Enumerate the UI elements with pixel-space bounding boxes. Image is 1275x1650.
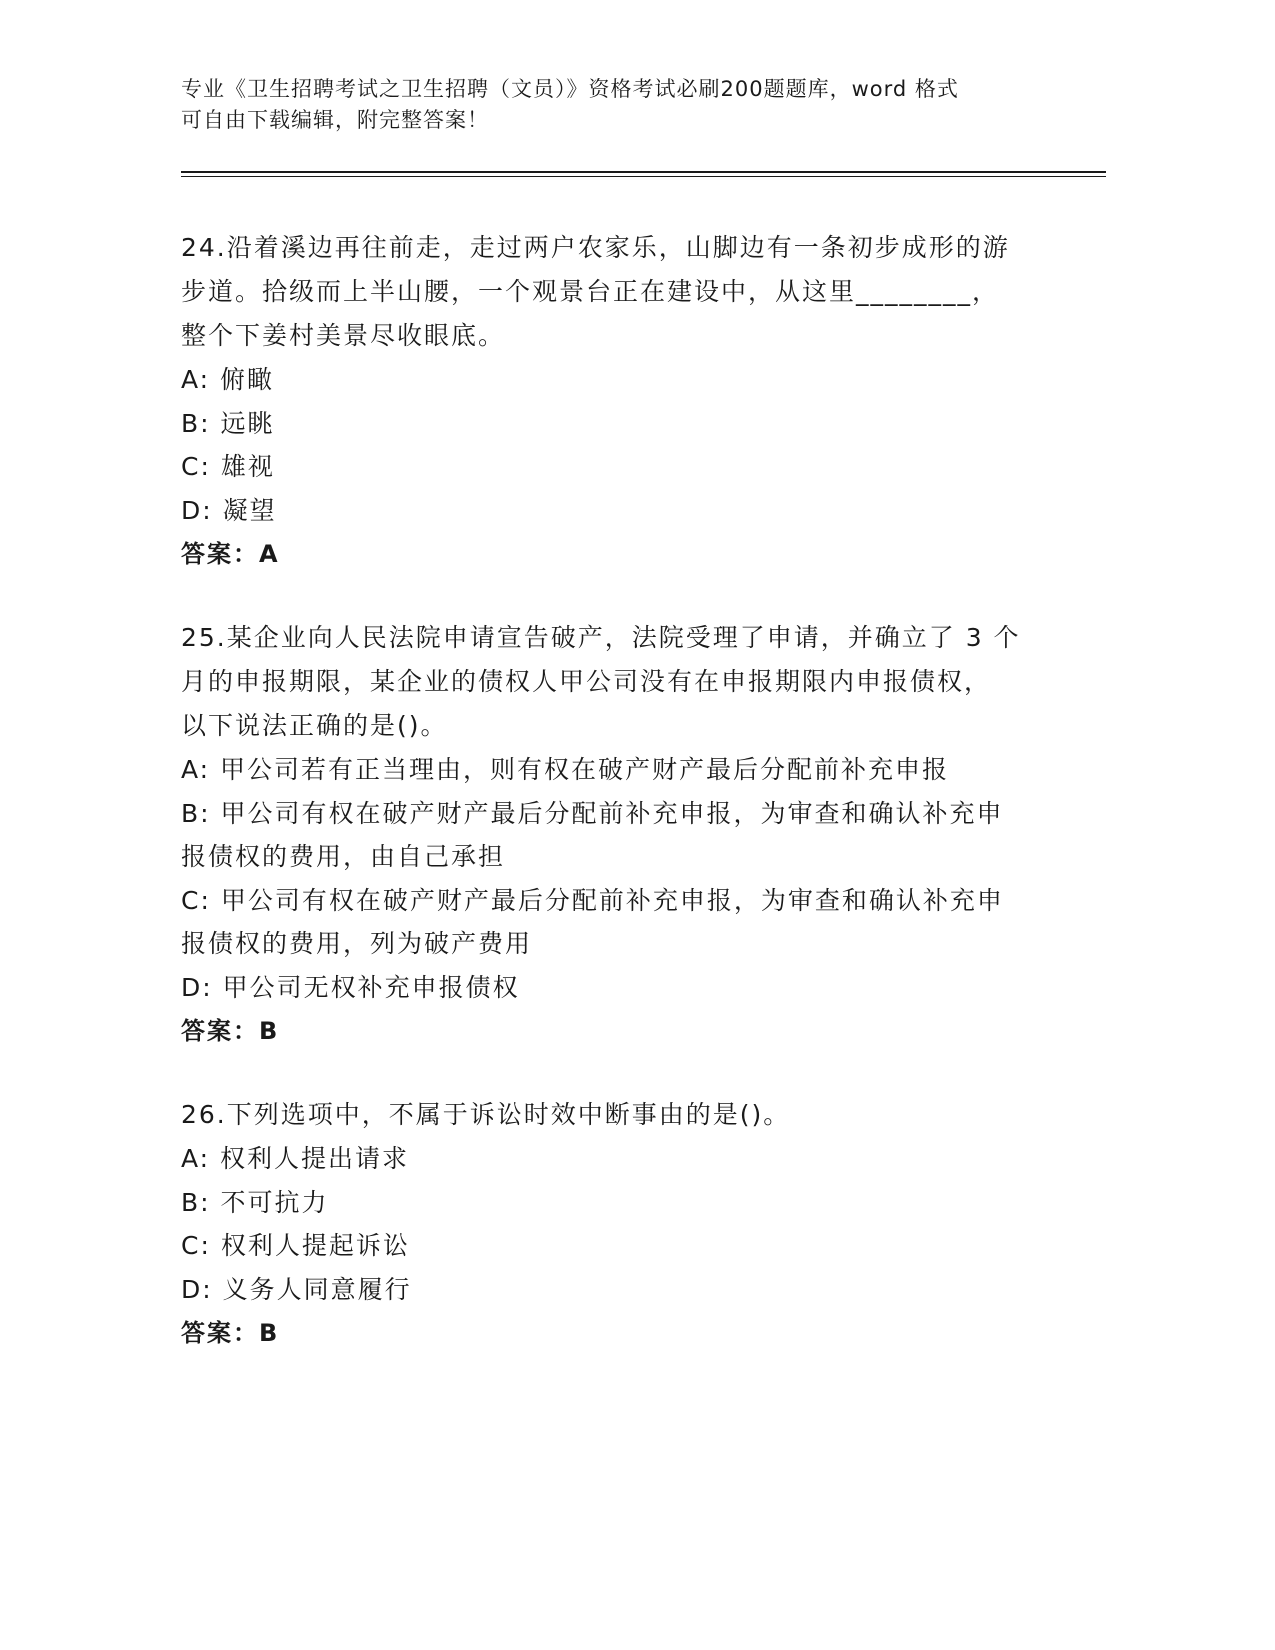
option-text: D: 甲公司无权补充申报债权: [181, 972, 520, 1002]
option-a: [181, 358, 1041, 402]
question-26: [181, 1093, 1041, 1355]
header-title-line-2: 可自由下载编辑，附完整答案！: [181, 108, 489, 132]
option-c: [181, 879, 1041, 966]
option-text: D: 凝望: [181, 495, 277, 525]
option-text: B: 远眺: [181, 408, 275, 438]
option-text: A: 俯瞰: [181, 365, 275, 394]
question-24: [181, 226, 1041, 576]
stem-line: 26.下列选项中，不属于诉讼时效中断事由的是()。: [181, 1100, 791, 1129]
question-stem: [181, 616, 1041, 748]
option-b: [181, 402, 1041, 446]
question-stem: [181, 1093, 1041, 1137]
option-a: [181, 748, 1041, 792]
option-text: A: 甲公司若有正当理由，则有权在破产财产最后分配前补充申报: [181, 755, 950, 784]
option-text: A: 权利人提出请求: [181, 1144, 410, 1173]
option-text: D: 义务人同意履行: [181, 1274, 412, 1304]
option-c: [181, 1224, 1041, 1268]
option-text-continued: 报债权的费用，由自己承担: [181, 842, 506, 871]
question-list: [181, 226, 1041, 1395]
answer-label: 答案：A: [181, 540, 280, 568]
option-d: [181, 1268, 1041, 1312]
answer-label: 答案：B: [181, 1017, 280, 1045]
option-d: [181, 489, 1041, 533]
answer-label: 答案：B: [181, 1319, 280, 1347]
option-text: C: 雄视: [181, 452, 275, 481]
option-d: [181, 966, 1041, 1010]
option-b: [181, 1181, 1041, 1225]
option-text: C: 甲公司有权在破产财产最后分配前补充申报，为审查和确认补充申: [181, 885, 1004, 915]
option-text: B: 甲公司有权在破产财产最后分配前补充申报，为审查和确认补充申: [181, 798, 1004, 828]
option-a: [181, 1137, 1041, 1181]
option-c: [181, 445, 1041, 489]
document-header: [181, 74, 1041, 136]
stem-line: 整个下姜村美景尽收眼底。: [181, 321, 506, 350]
stem-line: 25.某企业向人民法院申请宣告破产，法院受理了申请，并确立了 3 个: [181, 623, 1021, 652]
question-25: [181, 616, 1041, 1053]
stem-line: 以下说法正确的是()。: [181, 711, 448, 740]
question-stem: [181, 226, 1041, 358]
stem-line: 24.沿着溪边再往前走，走过两户农家乐，山脚边有一条初步成形的游: [181, 233, 1010, 262]
header-divider-thin: [181, 176, 1106, 177]
option-text: B: 不可抗力: [181, 1187, 329, 1217]
stem-line: 步道。拾级而上半山腰，一个观景台正在建设中，从这里________，: [181, 277, 1000, 306]
header-divider-thick: [181, 171, 1106, 173]
option-text: C: 权利人提起诉讼: [181, 1231, 410, 1260]
header-title-line-1: 专业《卫生招聘考试之卫生招聘（文员）》资格考试必刷200题题库，word 格式: [181, 77, 959, 101]
stem-line: 月的申报期限，某企业的债权人甲公司没有在申报期限内申报债权，: [181, 667, 992, 696]
option-b: [181, 792, 1041, 879]
option-text-continued: 报债权的费用，列为破产费用: [181, 929, 533, 958]
